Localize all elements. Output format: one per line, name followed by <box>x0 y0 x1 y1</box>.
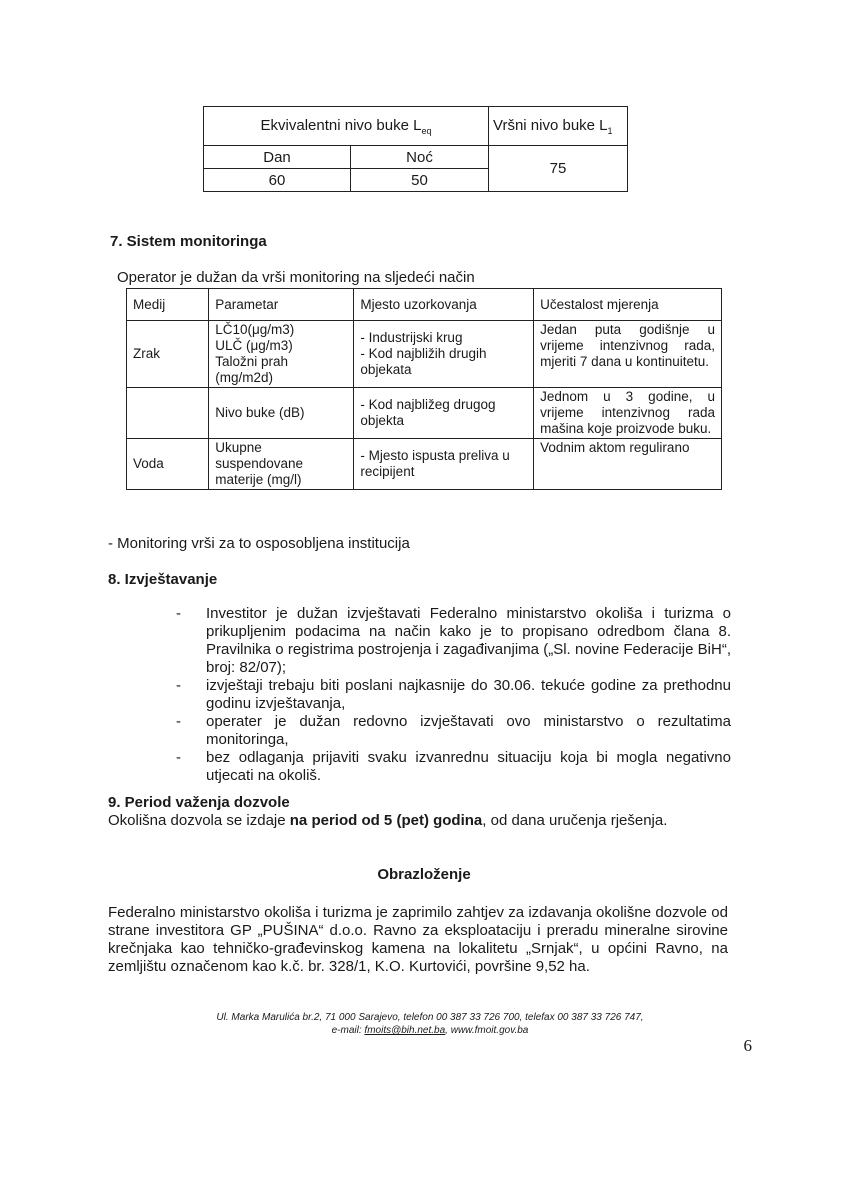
header-medij: Medij <box>127 289 209 321</box>
row-cestalost: Jedan puta godišnje u vrijeme intenzivnog rada, mjeriti 7 dana u kontinuitetu. <box>534 321 722 388</box>
list-item-text: Investitor je dužan izvještavati Federalno ministarstvo okoliša i turizma o prikupljenim podacima na način kako je to propisano odredbom člana 8. Pravilnika o registrima postrojenja i zagađivanjima („Sl. novine Federacije BiH“, broj: 82/07); <box>206 605 731 676</box>
dash-marker: - <box>176 713 181 730</box>
obrazlozenje-text: Federalno ministarstvo okoliša i turizma je zaprimilo zahtjev za izdavanja okolišne dozvole od strane investitora GP „PUŠINA“ d.o.o. Ravno za eksploataciju i preradu mineralne sirovine krečnjaka kao tehničko-građevinskog kamena na lokalitetu „Srnjak“, u općini Ravno, na zemljištu označenom kao k.č. br. 328/1, K.O. Kurtovići, površine 9,52 ha. <box>108 904 728 975</box>
dash-marker: - <box>176 605 181 622</box>
mjesto-line: - Kod najbližeg drugog objekta <box>360 397 496 428</box>
validity-text-end: , od dana uručenja rješenja. <box>482 812 668 829</box>
section-7-title: 7. Sistem monitoringa <box>110 233 267 250</box>
row-mjesto <box>354 388 534 439</box>
table-row <box>127 439 722 490</box>
obrazlozenje-title: Obrazloženje <box>377 866 471 883</box>
noise-level-table <box>203 106 628 192</box>
night-value: 50 <box>351 169 489 192</box>
header-parametar: Parametar <box>209 289 354 321</box>
list-item-text: bez odlaganja prijaviti svaku izvanrednu situaciju koja bi mogla negativno utjecati na okoliš. <box>206 749 731 784</box>
row-medij <box>127 388 209 439</box>
validity-text <box>108 812 667 830</box>
mjesto-line: - Kod najbližih drugih objekata <box>360 346 487 377</box>
peak-noise-header <box>489 107 628 146</box>
footer-website: , www.fmoit.gov.ba <box>445 1025 529 1036</box>
row-parametar <box>209 439 354 490</box>
dash-marker: - <box>176 749 181 766</box>
day-value: 60 <box>204 169 351 192</box>
footer <box>140 1011 720 1037</box>
param-line: ULČ (μg/m3) <box>215 338 293 353</box>
param-line: Nivo buke (dB) <box>215 405 305 420</box>
day-label: Dan <box>204 146 351 169</box>
table-row <box>127 321 722 388</box>
monitoring-note: - Monitoring vrši za to osposobljena institucija <box>108 535 410 552</box>
footer-email-link[interactable]: fmoits@bih.net.ba <box>364 1025 446 1036</box>
param-line: Ukupne suspendovane materije (mg/l) <box>215 440 304 487</box>
equivalent-noise-subscript: eq <box>421 125 432 136</box>
section-8-title: 8. Izvještavanje <box>108 571 218 588</box>
param-line: LČ10(μg/m3) <box>215 322 295 337</box>
list-item-text: operater je dužan redovno izvještavati ovo ministarstvo o rezultatima monitoringa, <box>206 713 731 748</box>
row-cestalost: Jednom u 3 godine, u vrijeme intenzivnog rada mašina koje proizvode buku. <box>534 388 722 439</box>
row-mjesto <box>354 439 534 490</box>
validity-period: na period od 5 (pet) godina <box>289 812 483 829</box>
row-mjesto <box>354 321 534 388</box>
dash-marker: - <box>176 677 181 694</box>
param-line: Taložni prah (mg/m2d) <box>215 354 289 385</box>
equivalent-noise-label: Ekvivalentni nivo buke L <box>260 116 422 134</box>
peak-noise-value: 75 <box>489 146 628 192</box>
footer-email-prefix: e-mail: <box>331 1025 365 1036</box>
footer-address: Ul. Marka Marulića br.2, 71 000 Sarajevo, telefon 00 387 33 726 700, telefax 00 387 33 726 747, <box>216 1012 644 1023</box>
night-label: Noć <box>351 146 489 169</box>
monitoring-intro: Operator je dužan da vrši monitoring na sljedeći način <box>117 269 475 286</box>
validity-text-start: Okolišna dozvola se izdaje <box>108 812 290 829</box>
list-item <box>176 713 731 749</box>
list-item <box>176 605 731 677</box>
footer-contact <box>140 1024 720 1037</box>
page-number: 6 <box>743 1036 752 1055</box>
list-item <box>176 677 731 713</box>
list-item <box>176 749 731 785</box>
peak-noise-label: Vršni nivo buke L <box>493 116 608 134</box>
mjesto-line: - Industrijski krug <box>360 330 463 345</box>
mjesto-line: - Mjesto ispusta preliva u recipijent <box>360 448 510 479</box>
peak-noise-subscript: 1 <box>607 125 613 136</box>
section-9-title: 9. Period važenja dozvole <box>108 794 290 811</box>
row-cestalost: Vodnim aktom regulirano <box>534 439 722 490</box>
row-parametar <box>209 388 354 439</box>
header-cestalost: Učestalost mjerenja <box>534 289 722 321</box>
list-item-text: izvještaji trebaju biti poslani najkasnije do 30.06. tekuće godine za prethodnu godinu izvještavanja, <box>206 677 731 712</box>
row-parametar <box>209 321 354 388</box>
row-medij: Voda <box>127 439 209 490</box>
row-medij: Zrak <box>127 321 209 388</box>
equivalent-noise-header <box>204 107 489 146</box>
reporting-list <box>176 605 731 785</box>
table-row <box>127 388 722 439</box>
header-mjesto: Mjesto uzorkovanja <box>354 289 534 321</box>
monitoring-table <box>126 288 722 490</box>
